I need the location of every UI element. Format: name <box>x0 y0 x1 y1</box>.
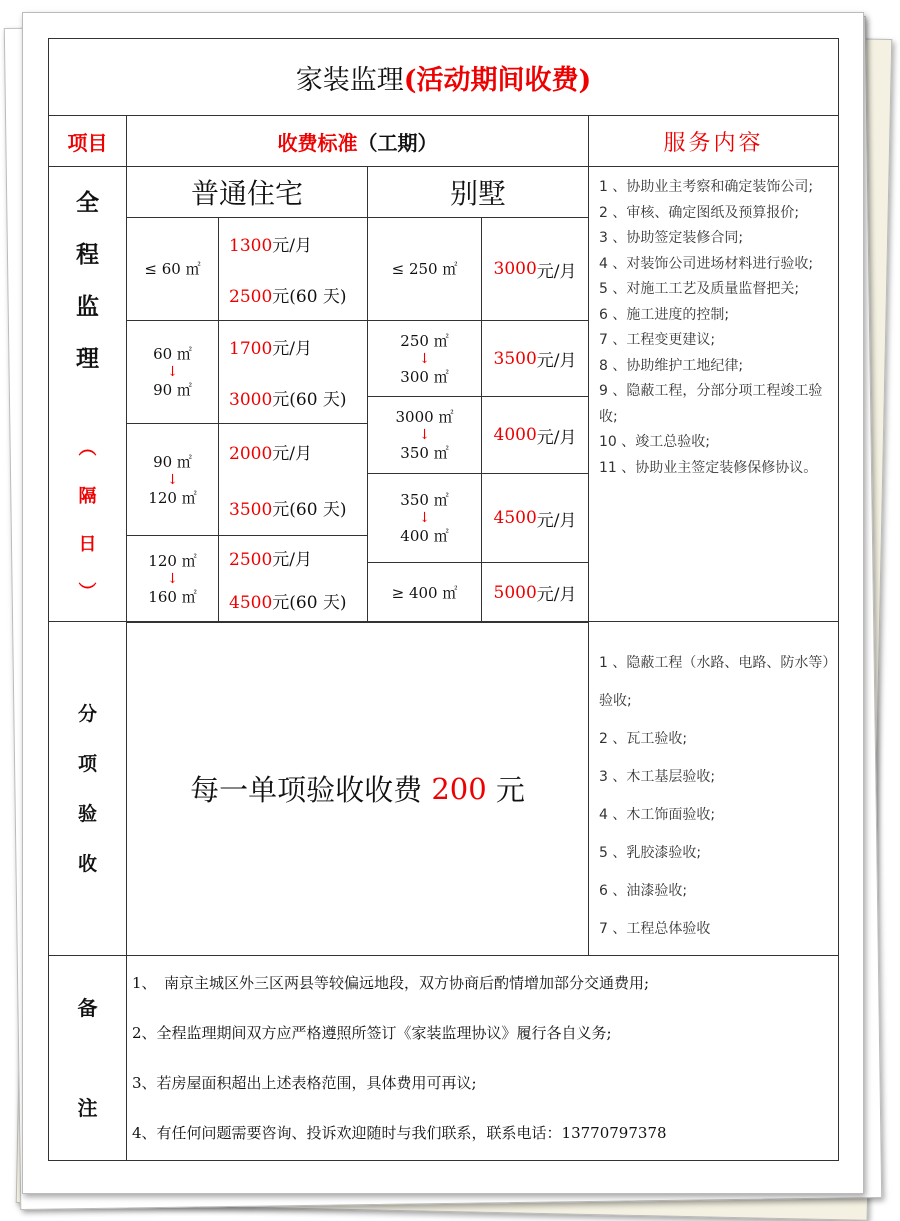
price-value: 2500 <box>229 550 273 570</box>
service-item: 1 、协助业主考察和确定装饰公司; <box>599 179 814 195</box>
area-to: 160 ㎡ <box>148 588 197 606</box>
service-item: 4 、木工饰面验收; <box>599 807 716 823</box>
item-inspection-label <box>48 621 127 956</box>
full-service-list <box>588 166 839 622</box>
price-unit: 元(60 天) <box>272 499 347 520</box>
note-char: ︵ <box>78 438 97 459</box>
residential-price <box>218 535 368 623</box>
header-item: 项目 <box>48 115 127 167</box>
label-char: 分 <box>77 702 97 725</box>
price-value: 3500 <box>493 348 537 369</box>
item-service-list <box>588 621 839 956</box>
residential-price <box>218 423 368 536</box>
note-char: ︶ <box>78 582 97 603</box>
full-period-price <box>229 588 347 613</box>
service-item: 6 、油漆验收; <box>599 883 688 899</box>
area-from: ≤ 250 ㎡ <box>391 260 458 278</box>
area-to: 90 ㎡ <box>153 381 192 399</box>
villa-price <box>481 320 589 397</box>
price-unit: 元/月 <box>272 444 312 465</box>
interval-note <box>79 425 97 617</box>
area-to: 300 ㎡ <box>400 367 449 386</box>
monthly-price <box>229 334 312 359</box>
page-title <box>48 38 839 116</box>
header-period: （工期） <box>357 130 438 155</box>
service-item: 5 、对施工工艺及质量监督把关; <box>599 281 800 297</box>
villa-area <box>367 320 482 397</box>
note-item: 3、若房屋面积超出上述表格范围，具体费用可再议; <box>132 1074 477 1092</box>
service-item: 3 、木工基层验收; <box>599 769 716 785</box>
price-unit: 元/月 <box>536 510 577 531</box>
service-item: 1 、隐蔽工程（水路、电路、防水等）验收; <box>599 655 830 709</box>
title-highlight: (活动期间收费) <box>403 64 592 96</box>
price-value: 4000 <box>493 425 537 445</box>
price-value: 2000 <box>229 444 273 465</box>
service-item: 11 、协助业主签定装修保修协议。 <box>599 459 818 476</box>
label-char: 程 <box>76 241 99 268</box>
arrow-down-icon: ↓ <box>418 427 431 443</box>
price-value: 5000 <box>493 582 537 603</box>
label-char: 验 <box>77 802 97 825</box>
item-fee-unit: 元 <box>495 773 525 807</box>
item-fee-price: 200 <box>431 771 487 806</box>
arrow-down-icon: ↓ <box>418 350 431 367</box>
residential-price <box>218 217 368 321</box>
area-from: 3000 ㎡ <box>395 408 454 426</box>
price-unit: 元/月 <box>536 427 577 448</box>
villa-price <box>481 473 589 563</box>
residential-area <box>126 423 219 536</box>
header-standard-label: 收费标准 <box>277 130 358 155</box>
villa-price <box>481 217 589 321</box>
service-item: 3 、协助签定装修合同; <box>599 230 744 246</box>
service-item: 9 、隐蔽工程，分部分项工程竣工验收; <box>599 383 823 425</box>
arrow-down-icon: ↓ <box>418 510 431 526</box>
villa-header: 别墅 <box>367 166 589 218</box>
note-item: 1、 南京主城区外三区两县等较偏远地段，双方协商后酌情增加部分交通费用; <box>132 974 650 992</box>
service-item: 4 、对装饰公司进场材料进行验收; <box>599 255 814 272</box>
price-value: 1300 <box>229 236 273 256</box>
area-to: 400 ㎡ <box>400 527 449 545</box>
price-value: 3000 <box>229 390 273 410</box>
label-char: 备 <box>77 996 98 1020</box>
service-item: 10 、竣工总验收; <box>599 434 710 450</box>
price-unit: 元/月 <box>536 351 577 371</box>
residential-header: 普通住宅 <box>126 166 368 218</box>
villa-area <box>367 396 482 474</box>
label-char: 注 <box>77 1096 98 1120</box>
residential-price <box>218 320 368 424</box>
full-period-price <box>229 282 347 307</box>
header-standard <box>126 115 589 167</box>
arrow-down-icon: ↓ <box>166 571 179 587</box>
area-to: 120 ㎡ <box>148 488 197 507</box>
service-item: 8 、协助维护工地纪律; <box>599 357 744 374</box>
note-char: 日 <box>78 534 97 555</box>
area-from: 250 ㎡ <box>400 331 449 350</box>
item-fee-text: 每一单项验收收费 <box>190 773 423 807</box>
full-supervision-label <box>48 166 127 622</box>
price-value: 3500 <box>229 499 273 520</box>
label-char: 项 <box>77 752 97 775</box>
monthly-price <box>229 545 312 570</box>
area-from: 90 ㎡ <box>153 452 192 471</box>
label-char: 理 <box>76 345 99 372</box>
note-item: 4、有任何问题需要咨询、投诉欢迎随时与我们联系，联系电话：13770797378 <box>132 1124 667 1142</box>
price-unit: 元/月 <box>536 261 577 282</box>
price-value: 1700 <box>229 339 273 359</box>
area-from: ≥ 400 ㎡ <box>391 583 458 602</box>
price-value: 4500 <box>493 508 537 528</box>
residential-area <box>126 535 219 623</box>
service-item: 2 、审核、确定图纸及预算报价; <box>599 204 800 221</box>
full-period-price <box>229 495 347 520</box>
label-char: 收 <box>77 852 97 875</box>
note-item: 2、全程监理期间双方应严格遵照所签订《家装监理协议》履行各自义务; <box>132 1024 612 1042</box>
service-item: 2 、瓦工验收; <box>599 731 688 747</box>
notes-label <box>48 955 127 1161</box>
area-from: 350 ㎡ <box>400 491 449 509</box>
price-unit: 元/月 <box>272 339 312 359</box>
villa-area <box>367 473 482 563</box>
villa-area <box>367 217 482 321</box>
full-period-price <box>229 385 347 410</box>
area-from: ≤ 60 ㎡ <box>144 260 201 278</box>
villa-price <box>481 396 589 474</box>
label-char: 全 <box>76 189 99 216</box>
monthly-price <box>229 231 312 256</box>
area-from: 120 ㎡ <box>148 552 197 570</box>
price-value: 2500 <box>229 287 273 307</box>
price-unit: 元/月 <box>272 550 312 570</box>
label-char: 监 <box>76 293 99 320</box>
title-main: 家装监理 <box>295 64 404 96</box>
note-char: 隔 <box>78 486 97 507</box>
price-unit: 元/月 <box>272 236 312 256</box>
villa-price <box>481 562 589 623</box>
item-fee <box>126 621 589 956</box>
service-item: 6 、施工进度的控制; <box>599 306 730 323</box>
price-unit: 元(60 天) <box>272 390 347 410</box>
area-to: 350 ㎡ <box>400 444 449 462</box>
area-from: 60 ㎡ <box>153 345 192 363</box>
price-unit: 元/月 <box>536 585 577 605</box>
arrow-down-icon: ↓ <box>166 471 179 488</box>
service-item: 7 、工程变更建议; <box>599 332 716 348</box>
price-value: 4500 <box>229 593 273 613</box>
villa-area <box>367 562 482 623</box>
residential-area <box>126 320 219 424</box>
header-service: 服务内容 <box>588 115 839 167</box>
service-item: 7 、工程总体验收 <box>599 921 711 937</box>
arrow-down-icon: ↓ <box>166 364 179 380</box>
price-unit: 元(60 天) <box>272 287 347 307</box>
price-unit: 元(60 天) <box>272 593 347 613</box>
price-value: 3000 <box>493 259 537 279</box>
monthly-price <box>229 439 312 464</box>
residential-area <box>126 217 219 321</box>
service-item: 5 、乳胶漆验收; <box>599 845 702 861</box>
